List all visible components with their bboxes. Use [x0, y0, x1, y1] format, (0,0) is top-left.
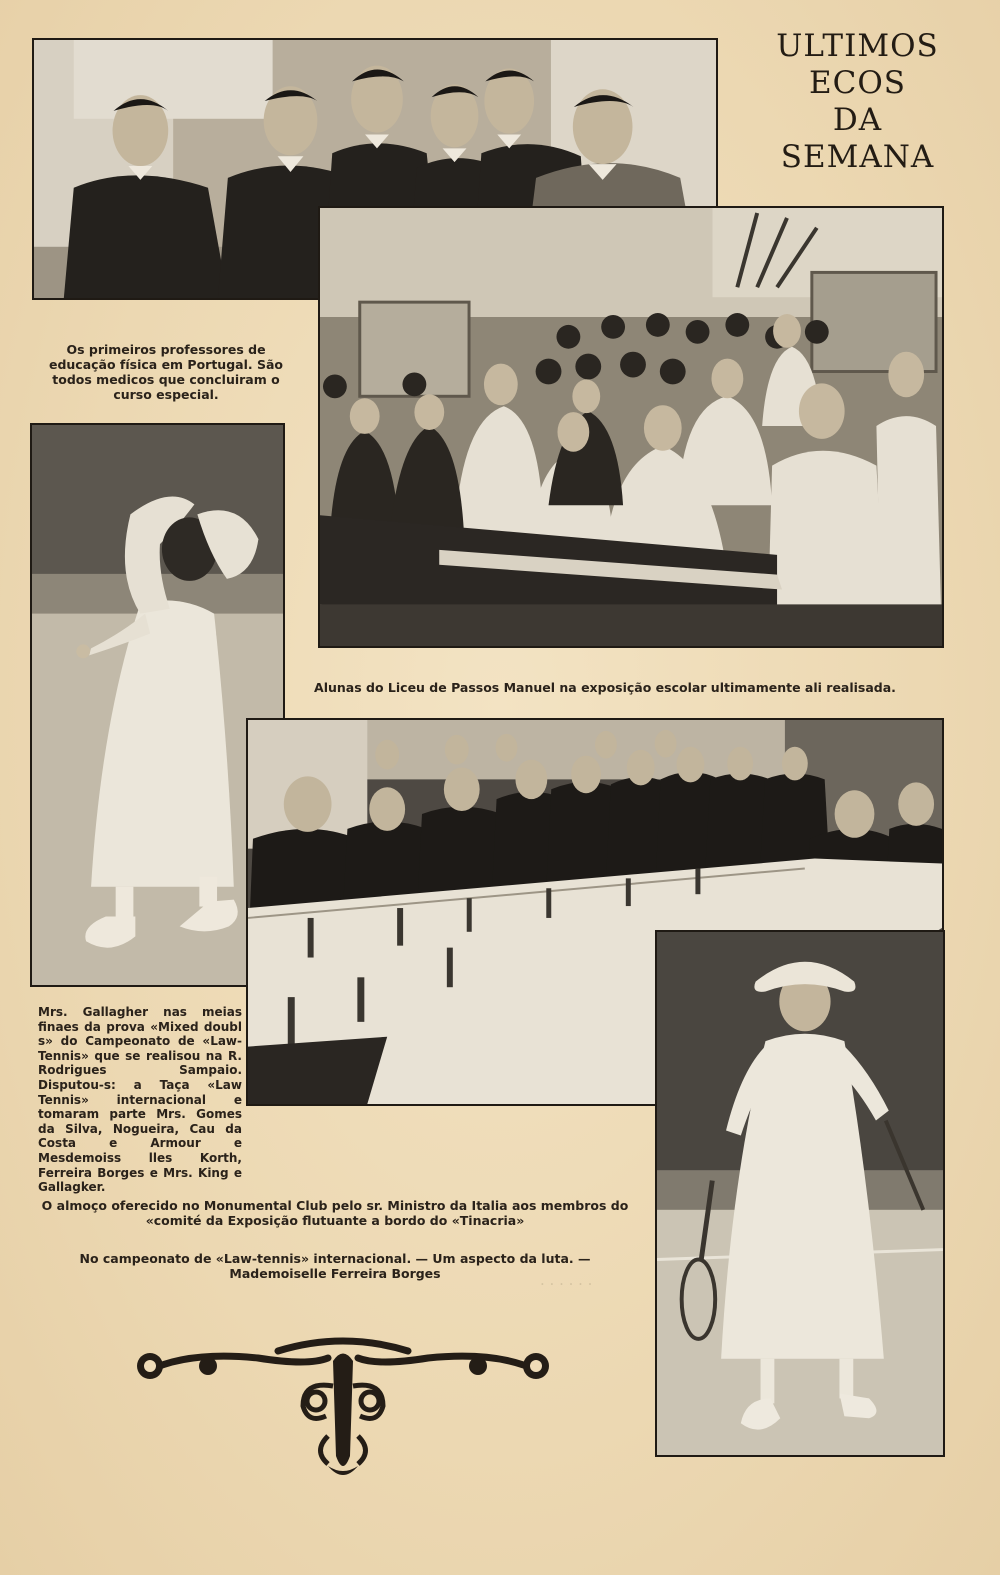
- title-line-4: SEMANA: [780, 139, 935, 175]
- caption-lunch: O almoço oferecido no Monumental Club pelo sr. Ministro da Italia aos membros do «comité da Exposição flutuante a bordo do «Tinacria»: [41, 1198, 629, 1228]
- bleed-through-text: · · · · · ·: [540, 1275, 593, 1293]
- photo-students: [318, 206, 944, 648]
- photo-tennis: [655, 930, 945, 1457]
- ornament-decoration: [128, 1336, 558, 1486]
- caption-tennis: No campeonato de «Law-tennis» internacional. — Um aspecto da luta. — Mademoiselle Ferreira Borges: [79, 1251, 591, 1281]
- title-line-2: ECOS: [809, 65, 906, 101]
- section-title: [760, 28, 955, 176]
- caption-students: Alunas do Liceu de Passos Manuel na exposição escolar ultimamente ali realisada.: [314, 680, 896, 695]
- caption-professors: Os primeiros professores de educação física em Portugal. São todos medicos que concluiram o curso especial.: [48, 342, 284, 402]
- title-line-1: ULTIMOS: [776, 28, 939, 64]
- title-line-3: DA: [832, 102, 883, 138]
- caption-gallagher: Mrs. Gallagher nas meias finaes da prova «Mixed doubl s» do Campeonato de «Law-Tennis» que se realisou na R. Rodrigues Sampaio. Disputou-s: a Taça «Law Tennis» internacional e tomaram parte Mrs. Gomes da Silva, Nogueira, Cau da Costa e Armour e Mesdemoiss lles Korth, Ferreira Borges e Mrs. King e Gallagker.: [38, 1005, 242, 1195]
